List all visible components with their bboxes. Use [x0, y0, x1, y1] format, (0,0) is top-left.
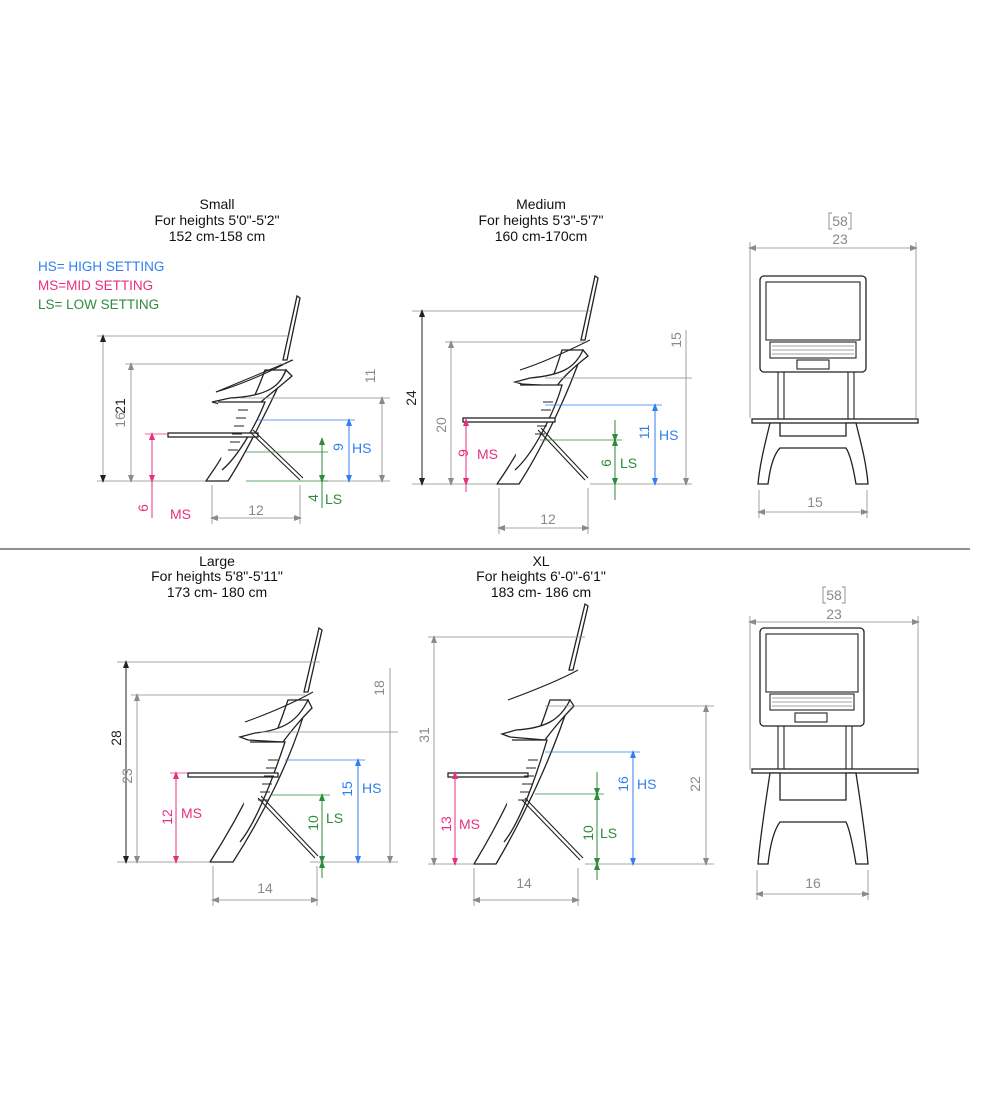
front-bottom-base-dim: 16 [805, 875, 821, 891]
front-bottom-width-cm: 58 [826, 587, 842, 603]
medium-size-block [403, 196, 692, 534]
small-size-block [97, 196, 390, 524]
large-ms-label: MS [181, 805, 202, 821]
small-ms-label: MS [170, 506, 191, 522]
small-total-dim: 21 [112, 398, 128, 414]
large-total-dim: 28 [108, 730, 124, 746]
small-top-right-dim: 11 [362, 368, 378, 384]
legend-high-setting: HS= HIGH SETTING [38, 259, 165, 274]
front-top-width-in: 23 [832, 231, 848, 247]
small-base-dim: 12 [248, 502, 264, 518]
medium-top-right-dim: 15 [668, 332, 684, 348]
front-top-width-cm: 58 [832, 213, 848, 229]
small-heights-cm: 152 cm-158 cm [168, 228, 266, 244]
medium-hs-label: HS [659, 427, 679, 443]
large-title: Large [199, 553, 235, 569]
settings-legend [38, 259, 164, 312]
front-top-base [758, 423, 868, 484]
xl-ms-value: 13 [438, 816, 454, 832]
xl-heights-in: For heights 6'-0"-6'1" [476, 568, 606, 584]
xl-mid-total-dim: 22 [687, 776, 703, 792]
xl-hs-label: HS [637, 776, 657, 792]
xl-size-block [416, 553, 714, 906]
medium-heights-cm: 160 cm-170cm [494, 228, 588, 244]
medium-ms-label: MS [477, 446, 498, 462]
small-ls-label: LS [325, 491, 343, 507]
medium-shelf [463, 418, 555, 422]
medium-heights-in: For heights 5'3"-5'7" [478, 212, 604, 228]
large-size-block [108, 553, 398, 906]
large-top-right-dim: 18 [371, 680, 387, 696]
small-shelf [168, 433, 258, 437]
front-top-laptop [760, 276, 866, 372]
front-bottom-laptop [760, 628, 864, 726]
xl-base-dim: 14 [516, 875, 532, 891]
xl-total-dim: 31 [416, 727, 432, 743]
small-ms-value: 6 [135, 504, 151, 512]
large-ls-value: 10 [305, 815, 321, 831]
xl-ls-value: 10 [580, 825, 596, 841]
front-top-base-dim: 15 [807, 494, 823, 510]
xl-heights-cm: 183 cm- 186 cm [490, 584, 592, 600]
medium-hs-value: 11 [636, 424, 652, 440]
small-stand-side-view [168, 296, 303, 481]
legend-low-setting: LS= LOW SETTING [38, 297, 160, 312]
front-view-bottom [750, 587, 918, 900]
medium-title: Medium [516, 196, 566, 212]
medium-total-dim: 24 [403, 390, 419, 406]
medium-ms-value: 9 [455, 449, 471, 457]
xl-ls-label: LS [600, 825, 618, 841]
xl-shelf [448, 773, 528, 777]
large-ls-label: LS [326, 810, 344, 826]
medium-ls-value: 6 [598, 459, 614, 467]
front-bottom-width-in: 23 [826, 606, 842, 622]
large-stand-side-view [188, 628, 322, 862]
xl-title: XL [532, 553, 550, 569]
legend-mid-setting: MS=MID SETTING [38, 278, 154, 293]
medium-mid-total-dim: 20 [433, 417, 449, 433]
large-mid-total-dim: 23 [119, 768, 135, 784]
small-heights-in: For heights 5'0"-5'2" [154, 212, 280, 228]
large-hs-value: 15 [339, 781, 355, 797]
xl-ms-label: MS [459, 816, 480, 832]
large-heights-in: For heights 5'8"-5'11" [151, 568, 283, 584]
medium-ls-label: LS [620, 455, 638, 471]
front-bottom-base [758, 773, 868, 864]
large-hs-label: HS [362, 780, 382, 796]
small-mid-total-dim: 16 [112, 412, 128, 428]
front-view-top [750, 213, 918, 518]
large-heights-cm: 173 cm- 180 cm [166, 584, 268, 600]
small-title: Small [199, 196, 235, 212]
medium-base-dim: 12 [540, 511, 556, 527]
small-hs-value: 9 [330, 443, 346, 451]
large-ms-value: 12 [159, 809, 175, 825]
small-hs-label: HS [352, 440, 372, 456]
xl-hs-value: 16 [615, 776, 631, 792]
small-ls-value: 4 [305, 494, 321, 502]
large-base-dim: 14 [257, 880, 273, 896]
